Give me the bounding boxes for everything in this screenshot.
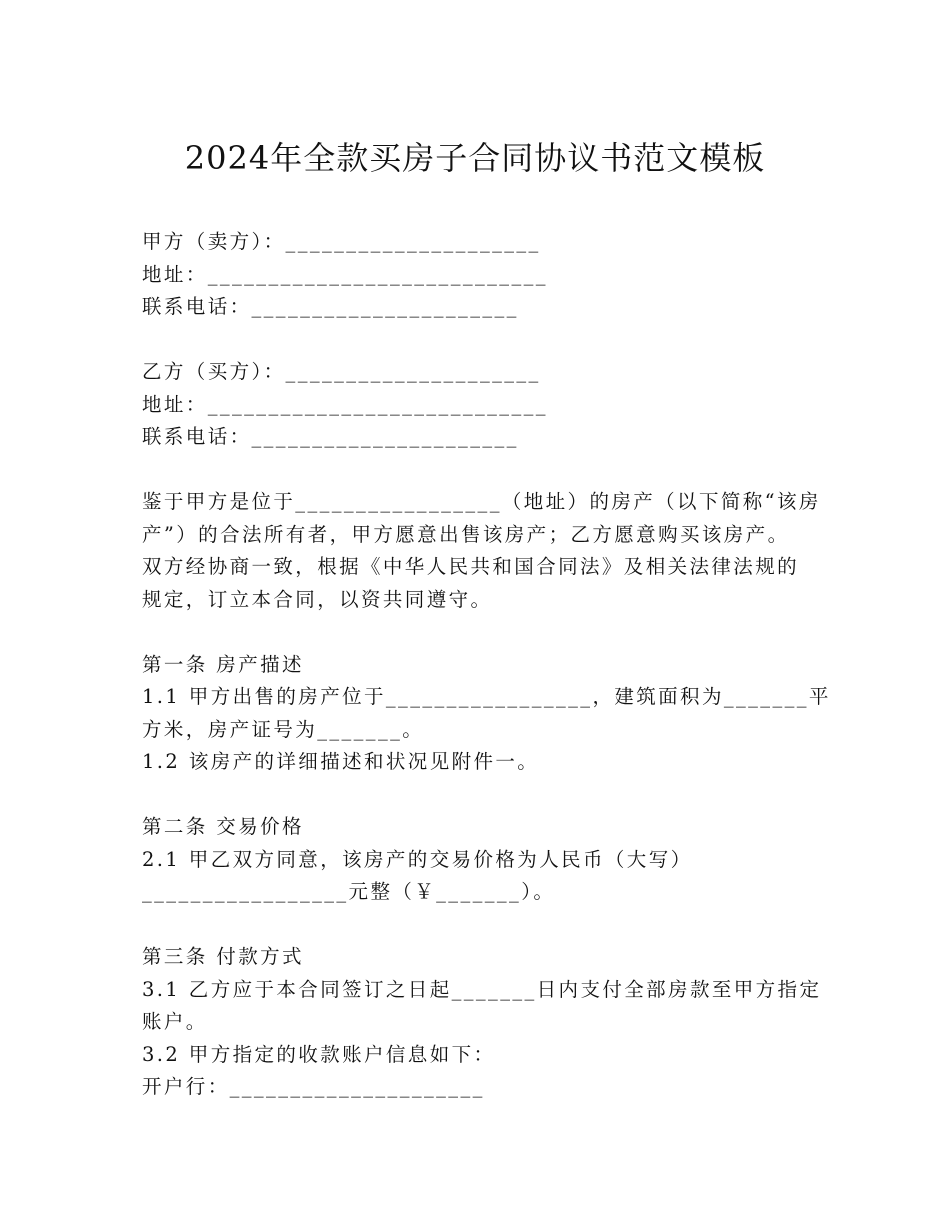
preamble-paragraph bbox=[142, 486, 822, 616]
spacer bbox=[142, 909, 822, 942]
party-b-address-line: 地址：____________________________ bbox=[142, 392, 548, 416]
spacer bbox=[142, 616, 822, 649]
party-a-address-line: 地址：____________________________ bbox=[142, 262, 548, 286]
article-2-line: _________________元整（￥_______）。 bbox=[142, 880, 556, 903]
spacer bbox=[142, 454, 822, 487]
article-3-line: 账户。 bbox=[142, 1010, 208, 1033]
article-1-line: 1.1 甲方出售的房产位于_________________，建筑面积为_______平 bbox=[142, 685, 831, 708]
party-b-name-line: 乙方（买方）：_____________________ bbox=[142, 360, 541, 383]
party-b-phone-line: 联系电话：______________________ bbox=[142, 425, 519, 448]
document-body bbox=[142, 226, 831, 1104]
article-3-line: 开户行：_____________________ bbox=[142, 1075, 485, 1098]
preamble-line: 双方经协商一致，根据《中华人民共和国合同法》及相关法律法规的 bbox=[142, 555, 800, 578]
party-a-section bbox=[142, 226, 822, 324]
article-1-line: 方米，房产证号为_______。 bbox=[142, 717, 425, 741]
article-3-line: 3.1 乙方应于本合同签订之日起_______日内支付全部房款至甲方指定 bbox=[142, 977, 822, 1001]
article-1-section bbox=[142, 649, 831, 779]
document-title: 2024年全款买房子合同协议书范文模板 bbox=[184, 139, 766, 177]
party-a-name-line: 甲方（卖方）：_____________________ bbox=[142, 230, 541, 253]
article-3-line: 3.2 甲方指定的收款账户信息如下： bbox=[142, 1042, 496, 1066]
article-2-section bbox=[142, 811, 822, 909]
article-2-heading: 第二条 交易价格 bbox=[142, 815, 304, 838]
article-1-line: 1.2 该房产的详细描述和状况见附件一。 bbox=[142, 750, 540, 773]
preamble-line: 鉴于甲方是位于_________________（地址）的房产（以下简称“该房 bbox=[142, 490, 821, 513]
article-2-line: 2.1 甲乙双方同意，该房产的交易价格为人民币（大写） bbox=[142, 847, 693, 871]
article-1-heading: 第一条 房产描述 bbox=[142, 652, 304, 676]
party-b-section bbox=[142, 356, 822, 454]
article-3-heading: 第三条 付款方式 bbox=[142, 945, 304, 968]
preamble-line: 产”）的合法所有者，甲方愿意出售该房产；乙方愿意购买该房产。 bbox=[142, 522, 790, 546]
spacer bbox=[142, 779, 822, 812]
spacer bbox=[142, 324, 822, 357]
preamble-line: 规定，订立本合同，以资共同遵守。 bbox=[142, 587, 493, 611]
party-a-phone-line: 联系电话：______________________ bbox=[142, 295, 519, 318]
article-3-section bbox=[142, 941, 822, 1104]
